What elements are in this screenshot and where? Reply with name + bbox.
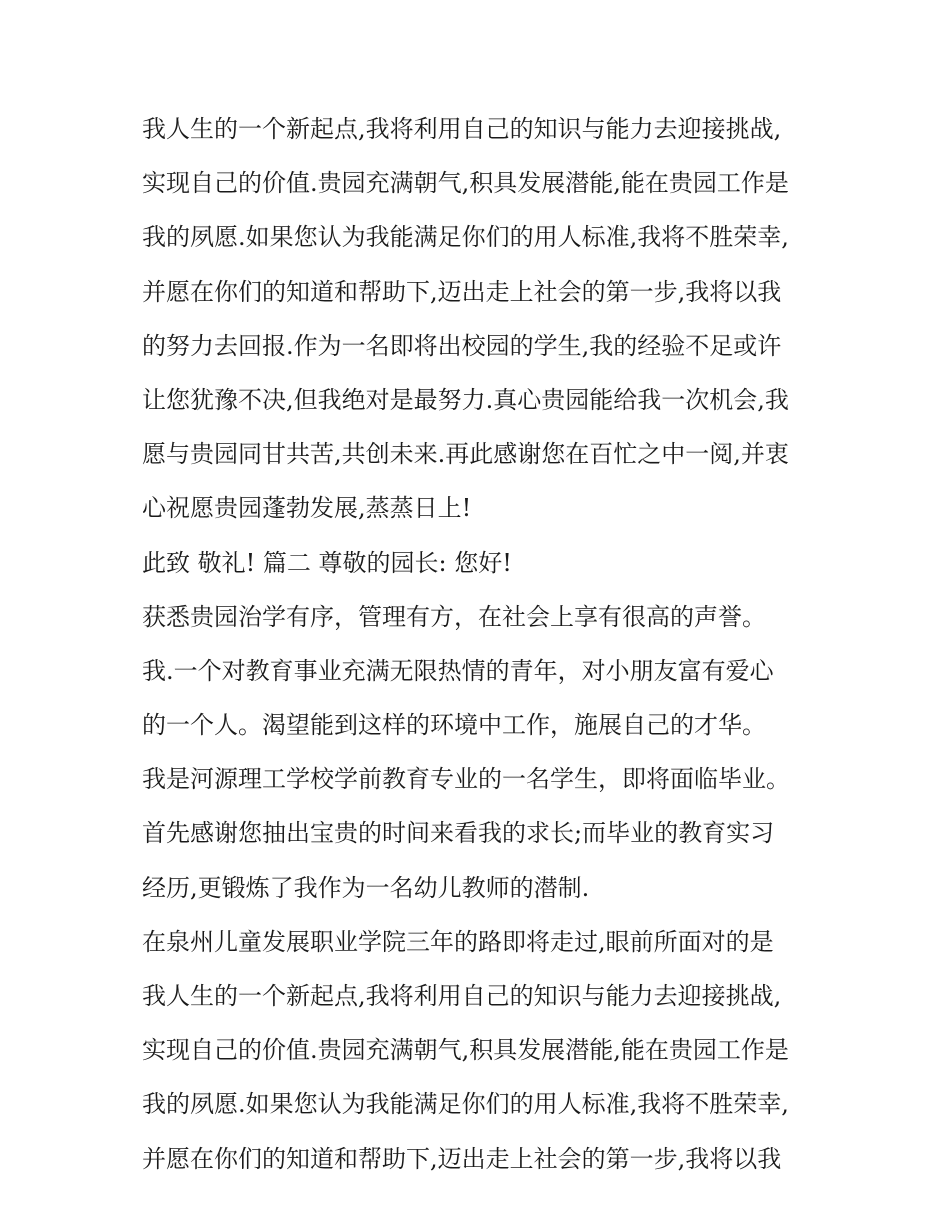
text-line-10: 获悉贵园治学有序，管理有方，在社会上享有很高的声誉。 (142, 602, 766, 631)
text-line-8: 心祝愿贵园蓬勃发展,蒸蒸日上! (142, 494, 472, 523)
document-body (142, 102, 842, 1186)
text-line-16: 在泉州儿童发展职业学院三年的路即将走过,眼前所面对的是 (142, 927, 774, 956)
text-line-1: 我人生的一个新起点,我将利用自己的知识与能力去迎接挑战, (142, 115, 782, 143)
text-line-18: 实现自己的价值.贵园充满朝气,积具发展潜能,能在贵园工作是 (142, 1036, 789, 1065)
text-line-3: 我的夙愿.如果您认为我能满足你们的用人标准,我将不胜荣幸, (142, 223, 789, 252)
text-line-19: 我的夙愿.如果您认为我能满足你们的用人标准,我将不胜荣幸, (142, 1090, 789, 1119)
text-line-15: 经历,更锻炼了我作为一名幼儿教师的潜制. (142, 873, 590, 902)
text-line-7: 愿与贵园同甘共苦,共创未来.再此感谢您在百忙之中一阅,并衷 (142, 440, 789, 469)
text-line-2: 实现自己的价值.贵园充满朝气,积具发展潜能,能在贵园工作是 (142, 169, 789, 198)
text-line-12: 的一个人。渴望能到这样的环境中工作，施展自己的才华。 (142, 711, 766, 740)
text-line-20: 并愿在你们的知道和帮助下,迈出走上社会的第一步,我将以我 (142, 1144, 782, 1173)
salutation-line: 此致 敬礼! 篇二 尊敬的园长: 您好! (142, 548, 512, 577)
text-line-5: 的努力去回报.作为一名即将出校园的学生,我的经验不足或许 (142, 331, 782, 360)
text-line-17: 我人生的一个新起点,我将利用自己的知识与能力去迎接挑战, (142, 982, 782, 1010)
text-line-14: 首先感谢您抽出宝贵的时间来看我的求长;而毕业的教育实习 (142, 819, 775, 848)
text-line-11: 我.一个对教育事业充满无限热情的青年，对小朋友富有爱心 (142, 656, 774, 685)
text-line-4: 并愿在你们的知道和帮助下,迈出走上社会的第一步,我将以我 (142, 277, 782, 306)
text-line-6: 让您犹豫不决,但我绝对是最努力.真心贵园能给我一次机会,我 (142, 385, 789, 414)
text-line-13: 我是河源理工学校学前教育专业的一名学生，即将面临毕业。 (142, 765, 790, 794)
